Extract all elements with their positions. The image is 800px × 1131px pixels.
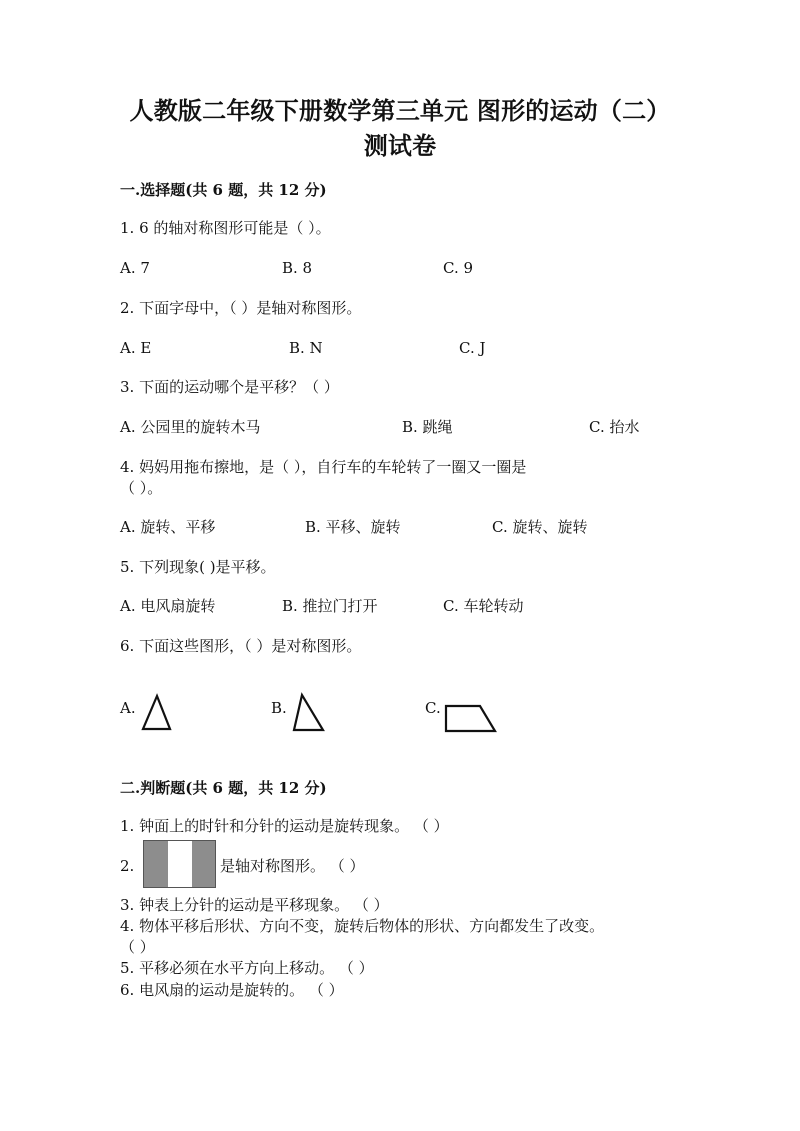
- right-trapezoid-shape: [443, 703, 498, 734]
- shape-option-a-label: A.: [120, 699, 136, 717]
- shape-option-c-label: C.: [425, 699, 441, 717]
- flag-image: [143, 840, 216, 888]
- choice-question-2-option-a: A. E: [120, 339, 152, 357]
- choice-question-3-option-c: C. 抬水: [589, 418, 640, 436]
- choice-question-5: 5. 下列现象( )是平移。: [120, 558, 276, 576]
- choice-question-4-option-c: C. 旋转、旋转: [492, 518, 588, 536]
- worksheet-title-line2: 测试卷: [363, 131, 437, 160]
- choice-question-3: 3. 下面的运动哪个是平移？（ ）: [120, 378, 339, 396]
- choice-question-5-option-c: C. 车轮转动: [443, 597, 524, 615]
- true-false-question-2-text: 是轴对称图形。 （ ）: [220, 857, 365, 875]
- flag-white-stripe: [168, 841, 192, 887]
- true-false-question-6: 6. 电风扇的运动是旋转的。 （ ）: [120, 981, 344, 999]
- isosceles-triangle-shape: [140, 694, 174, 732]
- choice-question-1-option-b: B. 8: [282, 259, 313, 277]
- section-true-false-heading: 二.判断题(共 6 题，共 12 分): [120, 779, 327, 797]
- choice-question-4-line1: 4. 妈妈用拖布擦地，是（ ），自行车的车轮转了一圈又一圈是: [120, 458, 527, 476]
- choice-question-4-line2: （ ）。: [120, 479, 163, 497]
- true-false-question-4-line2: （ ）: [120, 938, 155, 956]
- choice-question-1-option-a: A. 7: [120, 259, 150, 277]
- choice-question-5-option-b: B. 推拉门打开: [282, 597, 378, 615]
- choice-question-2-option-b: B. N: [289, 339, 323, 357]
- choice-question-4-option-a: A. 旋转、平移: [120, 518, 216, 536]
- choice-question-2-option-c: C. J: [459, 339, 486, 357]
- shape-option-b-label: B.: [271, 699, 287, 717]
- worksheet-title-line1: 人教版二年级下册数学第三单元 图形的运动（二）: [129, 96, 671, 125]
- choice-question-4-option-b: B. 平移、旋转: [305, 518, 401, 536]
- scalene-triangle-shape: [291, 693, 327, 733]
- section-choice-heading: 一.选择题(共 6 题，共 12 分): [120, 181, 327, 199]
- choice-question-6: 6. 下面这些图形，（ ）是对称图形。: [120, 637, 362, 655]
- true-false-question-4-line1: 4. 物体平移后形状、方向不变，旋转后物体的形状、方向都发生了改变。: [120, 917, 605, 935]
- choice-question-1: 1. 6 的轴对称图形可能是（ ）。: [120, 219, 331, 237]
- true-false-question-3: 3. 钟表上分针的运动是平移现象。 （ ）: [120, 896, 389, 914]
- choice-question-1-option-c: C. 9: [443, 259, 474, 277]
- choice-question-2: 2. 下面字母中，（ ）是轴对称图形。: [120, 299, 362, 317]
- true-false-question-5: 5. 平移必须在水平方向上移动。 （ ）: [120, 959, 374, 977]
- choice-question-3-option-b: B. 跳绳: [402, 418, 453, 436]
- true-false-question-1: 1. 钟面上的时针和分针的运动是旋转现象。 （ ）: [120, 817, 449, 835]
- choice-question-5-option-a: A. 电风扇旋转: [120, 597, 216, 615]
- true-false-question-2-number: 2.: [120, 857, 135, 875]
- choice-question-3-option-a: A. 公园里的旋转木马: [120, 418, 261, 436]
